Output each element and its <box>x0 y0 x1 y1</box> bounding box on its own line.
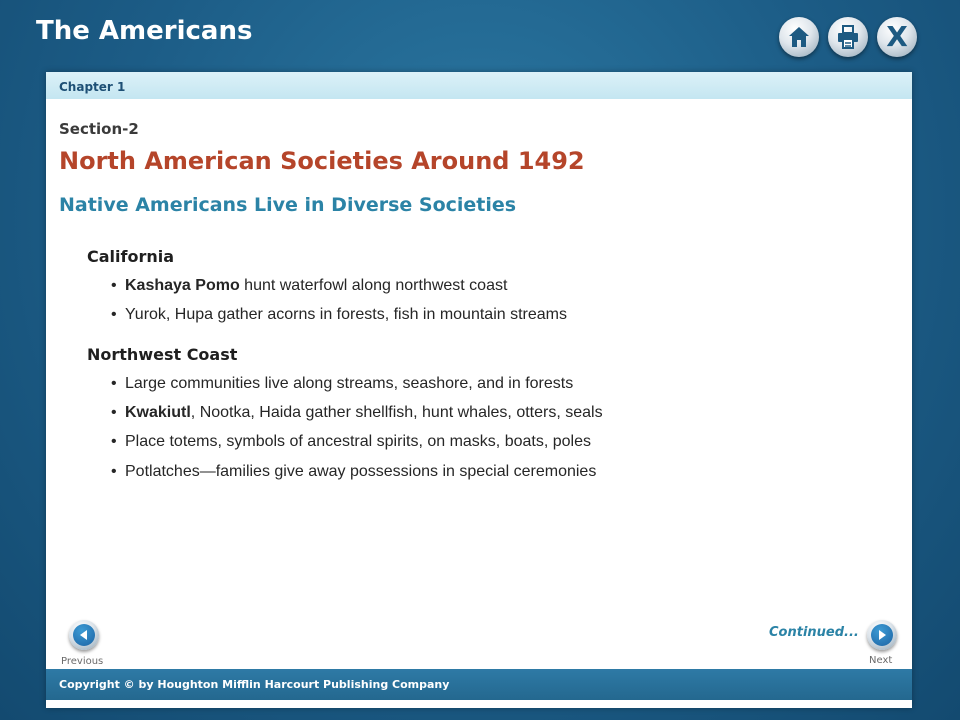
arrow-left-icon <box>78 629 90 641</box>
content-panel <box>46 72 912 708</box>
list-item-text: Place totems, symbols of ancestral spirits, on masks, boats, poles <box>125 433 591 450</box>
previous-button[interactable] <box>69 620 99 650</box>
close-icon: X <box>886 20 908 53</box>
print-icon <box>835 24 861 50</box>
group-heading-northwest-coast: Northwest Coast <box>87 345 238 364</box>
chapter-bar <box>46 72 912 99</box>
next-button[interactable] <box>867 620 897 650</box>
continued-label: Continued... <box>769 625 859 640</box>
list-item <box>125 433 591 451</box>
previous-button-face <box>73 624 95 646</box>
home-icon <box>786 24 812 50</box>
page-title: North American Societies Around 1492 <box>59 147 585 175</box>
subtitle: Native Americans Live in Diverse Societies <box>59 194 517 216</box>
list-item-text: hunt waterfowl along northwest coast <box>239 277 508 294</box>
previous-label: Previous <box>61 656 104 667</box>
list-item-bold: Kwakiutl <box>125 404 191 421</box>
list-item <box>125 306 567 324</box>
next-label: Next <box>869 655 893 666</box>
chapter-label: Chapter 1 <box>59 80 126 94</box>
copyright-text: Copyright © by Houghton Mifflin Harcourt Publishing Company <box>59 678 450 691</box>
list-item <box>125 375 573 393</box>
next-button-face <box>871 624 893 646</box>
footer-bar <box>46 669 912 700</box>
section-label: Section-2 <box>59 120 139 138</box>
list-item <box>125 463 596 481</box>
app-title: The Americans <box>36 16 253 46</box>
list-item <box>125 277 507 295</box>
list-item-text: Yurok, Hupa gather acorns in forests, fish in mountain streams <box>125 306 567 323</box>
list-item-bold: Kashaya Pomo <box>125 277 240 294</box>
list-item-text: , Nootka, Haida gather shellfish, hunt whales, otters, seals <box>190 404 603 421</box>
list-item-text: Large communities live along streams, seashore, and in forests <box>125 375 574 392</box>
home-button[interactable] <box>779 17 819 57</box>
list-item <box>125 404 603 422</box>
arrow-right-icon <box>876 629 888 641</box>
group-heading-california: California <box>87 247 175 266</box>
close-button[interactable] <box>877 17 917 57</box>
list-item-text: Potlatches—families give away possessions in special ceremonies <box>125 463 597 480</box>
print-button[interactable] <box>828 17 868 57</box>
